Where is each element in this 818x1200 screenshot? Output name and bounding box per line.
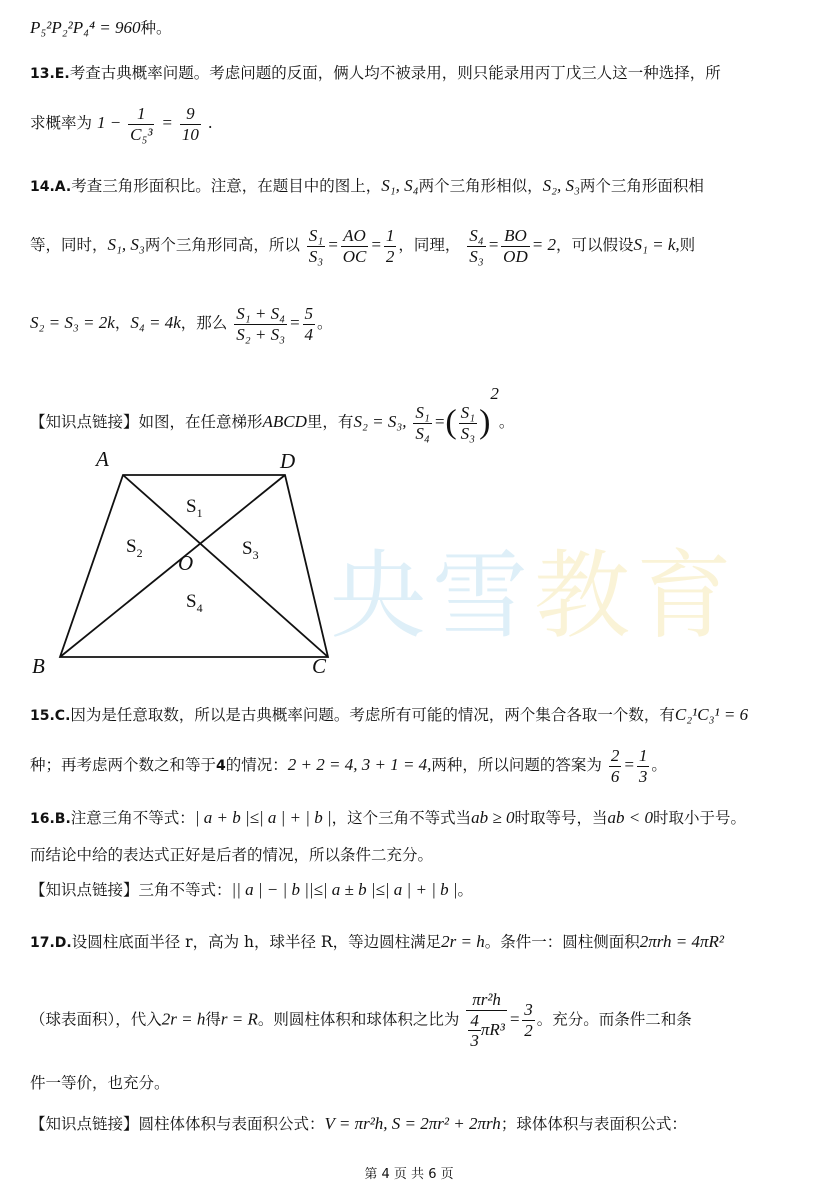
q14-line2: 等，同时，S₁, S₃两个三角形同高，所以 $\frac{\text{S₁}}{\text{S₃}}$ = $\frac{AO}{OC}$ = $\frac{1}{2}$ ，同理， $\frac{\text{S₄}}{\text{S₃}}$ = $\frac{BO}{OD}$ = 2，可以假设S₁ = k,则 — [30, 226, 696, 266]
link2-label: 【知识点链接】 — [30, 881, 139, 899]
permutation-formula: P₅²P₂²P₄⁴ = 960 — [30, 18, 141, 37]
link1-label: 【知识点链接】 — [30, 413, 139, 431]
q15-line1 — [30, 705, 788, 725]
q17-fa-num: πr²h — [466, 990, 507, 1011]
q14-s1s4: S₁, S₄ — [381, 176, 419, 195]
q13-one: 1 − — [96, 113, 122, 133]
q17-line2 — [30, 990, 788, 1051]
region-s4-label: $S_4$ — [186, 591, 203, 615]
link1-end: 。 — [498, 413, 515, 431]
q14-fe-den: OD — [503, 246, 528, 266]
q16-text4: 时取小于号。 — [653, 809, 747, 827]
q17-line3-text: 件一等价，也充分。 — [30, 1074, 170, 1092]
q14-s1s3: S₁, S₃ — [107, 235, 145, 255]
q17-c3: 2r = h — [161, 1009, 206, 1029]
trapezoid-diagram — [20, 445, 360, 680]
q13-end: . — [207, 114, 213, 133]
link1-frac-s1-s4 — [413, 403, 431, 443]
q16-line2-text: 而结论中给的表达式正好是后者的情况，所以条件二充分。 — [30, 846, 434, 864]
q15-fb-num: 1 — [638, 746, 648, 765]
region-s3-label: $S_3$ — [242, 538, 259, 562]
q17-four-thirds — [468, 1011, 481, 1051]
q16-answer-label: 16.B. — [30, 811, 71, 827]
q17-l2-c: 。则圆柱体积和球体积之比为 — [257, 1010, 460, 1029]
q14-l2-d: ，可以假设 — [555, 236, 634, 255]
q17-fa-den-a: 4 — [470, 1010, 479, 1030]
q16-c1: ab ≥ 0 — [471, 808, 515, 827]
q14-fd-den: S₃ — [469, 246, 484, 266]
link3-text2: ；球体体积与表面积公式： — [500, 1115, 687, 1133]
q17-fa-den-c: πR³ — [480, 1019, 505, 1039]
vertex-b-label: B — [32, 654, 45, 678]
link3-text: 圆柱体体积与表面积公式： — [138, 1115, 325, 1133]
page-footer: 第 4 页 共 6 页 — [364, 1167, 454, 1182]
q15-l2-c: 两种，所以问题的答案为 — [431, 756, 602, 775]
top-line-suffix: 种。 — [140, 19, 172, 37]
q17-frac-3-2 — [522, 1000, 535, 1040]
q14-line3: S₂ = S₃ = 2k，S₄ = 4k，那么 $\frac{\text{S₁ + S₄}}{\text{S₂ + S₃}}$ = $\frac{5}{4}$ 。 — [30, 304, 333, 344]
q14-fa-num: S₁ — [308, 226, 324, 245]
link1-abcd: ABCD — [262, 412, 307, 431]
q13-line2 — [30, 104, 788, 144]
q14-l3-b: ， — [114, 314, 131, 333]
q15-frac-1-3 — [637, 746, 650, 786]
q13-text: 考查古典概率问题。考虑问题的反面，俩人均不被录用，则只能录用丙丁戊三人这一种选择，所 — [69, 64, 721, 82]
q14-text3: 两个三角形面积相 — [579, 177, 704, 195]
q14-assume: S₁ = k, — [633, 235, 680, 255]
link1-fb-den: S₃ — [460, 423, 476, 443]
q14-eq2: = 2 — [531, 235, 556, 255]
q17-text: 设圆柱底面半径 r，高为 h，球半径 R，等边圆柱满足 — [71, 933, 442, 951]
link1-formula: S₂ = S₃, — [353, 412, 407, 431]
q13-answer-label: 13.E. — [30, 66, 70, 82]
q14-fg-num: 5 — [304, 304, 313, 323]
q17-l2-a: （球表面积），代入 — [30, 1010, 162, 1029]
q17-eq: = — [508, 1009, 521, 1029]
q15-frac-2-6 — [609, 746, 622, 786]
q17-c2: 2πrh = 4πR² — [639, 932, 725, 951]
q14-l2-a: 等，同时， — [30, 236, 108, 255]
q13-line1 — [30, 64, 788, 83]
vertex-d-label: D — [280, 449, 296, 473]
q14-fc-num: 1 — [385, 226, 395, 245]
q14-text2: 两个三角形相似， — [418, 177, 543, 195]
q14-fc-den: 2 — [385, 246, 395, 266]
q14-s2s3: S₂, S₃ — [542, 176, 580, 195]
q17-c4: r = R — [220, 1009, 258, 1029]
q14-frac-five-fourths — [303, 304, 316, 344]
q17-c1: 2r = h — [441, 932, 485, 951]
q17-fa-den — [466, 1011, 507, 1051]
q17-line3 — [30, 1074, 788, 1093]
top-line — [30, 18, 788, 38]
q14-l3-d: ，那么 — [180, 314, 228, 333]
q17-line1 — [30, 932, 788, 952]
q13-eq: = — [161, 113, 173, 133]
q15-answer-label: 15.C. — [30, 708, 71, 724]
q14-l3-a: S₂ = S₃ = 2k — [30, 313, 115, 333]
q14-answer-label: 14.A. — [30, 179, 72, 195]
q14-ff-num: S₁ + S₄ — [236, 304, 286, 323]
region-s2-label: $S_2$ — [126, 536, 143, 560]
vertex-a-label: A — [96, 447, 109, 471]
diagonal-ac — [123, 475, 328, 657]
q17-l2-d: 。充分。而条件二和条 — [536, 1010, 692, 1029]
q16-text3: 时取等号，当 — [514, 809, 608, 827]
q14-l2-b: 两个三角形同高，所以 — [144, 236, 300, 255]
link3-formula: V = πr²h, S = 2πr² + 2πrh — [324, 1114, 501, 1133]
q14-frac-s4-s3 — [467, 226, 485, 266]
q17-fb-den: 2 — [524, 1020, 533, 1040]
link2-end: 。 — [457, 881, 474, 899]
q16-text2: ，这个三角不等式当 — [331, 809, 472, 827]
q17-fb-num: 3 — [524, 1000, 533, 1020]
q14-l3-c: S₄ = 4k — [130, 313, 181, 333]
q17-text2: 。条件一：圆柱侧面积 — [484, 933, 640, 951]
watermark-part2: 教育 — [534, 540, 738, 652]
link1-power: 2 — [490, 384, 499, 403]
link3-label: 【知识点链接】 — [30, 1115, 139, 1133]
q15-formula: C₂¹C₃¹ = 6 — [674, 705, 749, 724]
q16-c2: ab < 0 — [607, 808, 653, 827]
q17-fa-den-b: 3 — [470, 1031, 479, 1051]
diagonal-bd — [60, 475, 285, 657]
q17-frac-volume-ratio — [466, 990, 507, 1051]
q14-line1 — [30, 176, 788, 196]
q13-fraction-1 — [128, 104, 154, 144]
q16-line1 — [30, 808, 788, 828]
q15-eq: = — [623, 755, 635, 775]
link1-eq: = — [433, 412, 446, 431]
q13-f2-numerator: 9 — [180, 104, 201, 125]
link3-line — [30, 1114, 788, 1134]
q14-fa-den: S₃ — [308, 246, 324, 266]
q16-text: 注意三角不等式： — [70, 809, 195, 827]
q14-fb-num: AO — [341, 226, 369, 247]
q14-text1: 考查三角形面积比。注意，在题目中的图上， — [71, 177, 382, 195]
q13-fraction-2 — [180, 104, 201, 144]
q17-l2-b: 得 — [205, 1010, 221, 1029]
link2-line — [30, 880, 788, 900]
q15-l2-a: 种；再考虑两个数之和等于 — [30, 756, 217, 775]
q14-frac-half — [384, 226, 397, 266]
q15-l2-b: 的情况： — [225, 756, 288, 775]
center-o-label: O — [178, 551, 194, 575]
q13-f1-numerator: 1 — [128, 104, 154, 125]
q13-line2-prefix: 求概率为 — [30, 114, 93, 133]
region-s1-label: $S_1$ — [186, 496, 203, 520]
link1-frac-s1-s3 — [459, 403, 477, 443]
q16-line2 — [30, 846, 788, 865]
q14-l2-e: 则 — [679, 236, 696, 255]
q17-answer-label: 17.D. — [30, 935, 72, 951]
q15-end: 。 — [651, 756, 667, 775]
q15-fa-num: 2 — [610, 746, 620, 765]
link1-fa-den: S₄ — [415, 423, 430, 443]
link1-fa-num: S₁ — [415, 402, 430, 422]
q14-frac-bo-od — [501, 226, 530, 266]
q15-l2-formula: 2 + 2 = 4, 3 + 1 = 4, — [287, 755, 432, 775]
q13-f1-denominator: C₅³ — [130, 124, 153, 144]
q14-fb-den: OC — [342, 246, 367, 266]
q15-fa-den: 6 — [610, 766, 620, 786]
q16-formula: | a + b |≤| a | + | b | — [194, 808, 332, 827]
q14-frac-s1-s3 — [307, 226, 325, 266]
q15-four: 4 — [216, 758, 226, 775]
q14-fg-den: 4 — [304, 324, 313, 344]
q15-line2 — [30, 746, 788, 786]
q14-fd-num: S₄ — [469, 226, 484, 245]
link1-fb-num: S₁ — [460, 402, 476, 422]
q14-l2-c: ，同理， — [398, 236, 461, 255]
vertex-c-label: C — [312, 654, 327, 678]
link1-text2: 里，有 — [306, 413, 354, 431]
q14-fe-num: BO — [501, 226, 530, 247]
link1-text: 如图，在任意梯形 — [138, 413, 263, 431]
q15-text: 因为是任意取数，所以是古典概率问题。考虑所有可能的情况，两个集合各取一个数，有 — [70, 706, 675, 724]
q13-f2-denominator: 10 — [181, 124, 199, 144]
watermark-part1: 央雪 — [330, 540, 534, 652]
q14-l3-end: 。 — [317, 314, 333, 333]
link2-text: 三角不等式： — [138, 881, 232, 899]
q14-frac-sum — [234, 304, 287, 344]
watermark — [330, 520, 738, 657]
link2-formula: || a | − | b ||≤| a ± b |≤| a | + | b | — [231, 880, 458, 899]
q14-ff-den: S₂ + S₃ — [236, 324, 286, 344]
link1-line: 【知识点链接】如图，在任意梯形ABCD里，有S₂ = S₃, $\frac{\text{S₁}}{\text{S₄}}$ =( $\frac{\text{S₁}}{\text{S₃}}$ )$^2$。 — [30, 384, 515, 443]
q15-fb-den: 3 — [638, 766, 648, 786]
q14-frac-ao-oc — [341, 226, 369, 266]
